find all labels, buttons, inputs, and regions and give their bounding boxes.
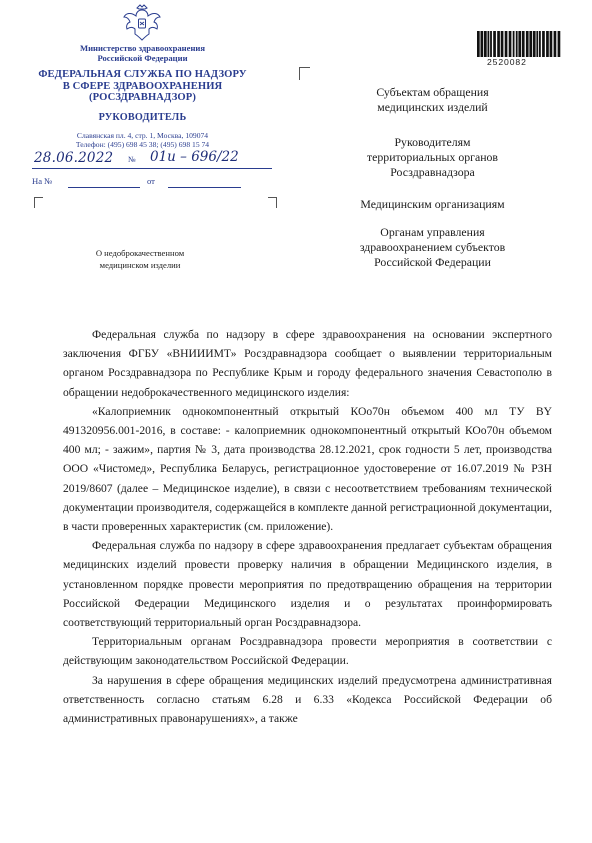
registration-underline [32, 168, 272, 169]
coat-of-arms-icon [121, 4, 163, 42]
outgoing-date: 28.06.2022 [34, 150, 114, 166]
reference-date-blank [168, 187, 241, 188]
corner-mark-left [34, 197, 43, 208]
letter-body [63, 325, 552, 728]
agency-phone: Телефон: (495) 698 45 38; (495) 698 15 74 [75, 140, 210, 149]
addressee-4-line-3: Российской Федерации [374, 255, 491, 270]
addressee-1-line-2: медицинских изделий [377, 100, 488, 115]
body-paragraph-1: Федеральная служба по надзору в сфере здравоохранения на основании экспертного заключения ФГБУ «ВНИИИМТ» Росздравнадзора сообщает о выявлении территориальным органом Росздравнадзора по Республике Крым и городу федерального значения Севастополю в обращении недоброкачественного медицинского изделия: [63, 328, 552, 399]
addressee-4-line-1: Органам управления [380, 225, 485, 239]
body-paragraph-4: Территориальным органам Росздравнадзора провести мероприятия в соответствии с действующим законодательством Российской Федерации. [63, 635, 552, 668]
addressee-4 [330, 225, 535, 270]
addressee-2-line-2: территориальных органов [367, 150, 498, 165]
reference-label: На № [32, 176, 53, 186]
outgoing-number: 01и – 696/22 [150, 149, 239, 165]
corner-mark-addressee [299, 67, 310, 80]
body-paragraph-2: «Калоприемник однокомпонентный открытый КОо70н объемом 400 мл ТУ BY 491320956.001-2016, в составе: - калоприемник однокомпонентный открытый КОо70н объемом 400 мл; - зажим», партия № 3, дата производства 28.12.2021, срок годности 5 лет, производства ООО «Чистомед», Республика Беларусь, регистрационное удостоверение от 16.07.2019 № РЗН 2019/8607 (далее – Медицинское изделие), в связи с несоответствием требованиям технической документации производителя, содержащейся в комплекте данной регистрационной документации, в части проверенных характеристик (см. приложение). [63, 404, 552, 534]
body-paragraph-3: Федеральная служба по надзору в сфере здравоохранения предлагает субъектам обращения медицинских изделий провести проверку наличия в обращении Медицинского изделия, в установленном порядке провести мероприятия по предотвращению обращения на территории Российской Федерации Медицинского изделия и о результатах проинформировать соответствующий территориальный орган Росздравнадзора. [63, 539, 552, 630]
number-sign: № [128, 155, 136, 164]
reference-number-blank [68, 187, 140, 188]
reference-from-label: от [147, 176, 155, 186]
addressee-4-line-2: здравоохранением субъектов [359, 240, 506, 255]
addressee-3 [330, 197, 535, 212]
corner-mark-right [268, 197, 277, 208]
barcode-icon [477, 31, 561, 57]
addressee-1-line-1: Субъектам обращения [376, 85, 489, 99]
addressee-2-line-3: Росздравнадзора [390, 165, 475, 180]
letter-subject: О недоброкачественном медицинском изделии [95, 248, 185, 270]
agency-address: Славянская пл. 4, стр. 1, Москва, 109074 [76, 131, 209, 140]
signatory-title: РУКОВОДИТЕЛЬ [98, 112, 187, 123]
addressee-2-line-1: Руководителям [394, 135, 471, 149]
ministry-name: Министерство здравоохранения Российской Федерации [79, 43, 206, 63]
barcode-number: 2520082 [487, 57, 527, 67]
agency-name: ФЕДЕРАЛЬНАЯ СЛУЖБА ПО НАДЗОРУ В СФЕРЕ ЗДРАВООХРАНЕНИЯ (РОСЗДРАВНАДЗОР) [38, 69, 247, 104]
addressee-1 [330, 85, 535, 115]
addressee-2 [330, 135, 535, 180]
body-paragraph-5: За нарушения в сфере обращения медицинских изделий предусмотрена административная ответственность согласно статьям 6.28 и 6.33 «Кодекса Российской Федерации об административных правонарушениях», а также [63, 673, 552, 726]
addressee-3-line-1: Медицинским организациям [360, 197, 505, 211]
